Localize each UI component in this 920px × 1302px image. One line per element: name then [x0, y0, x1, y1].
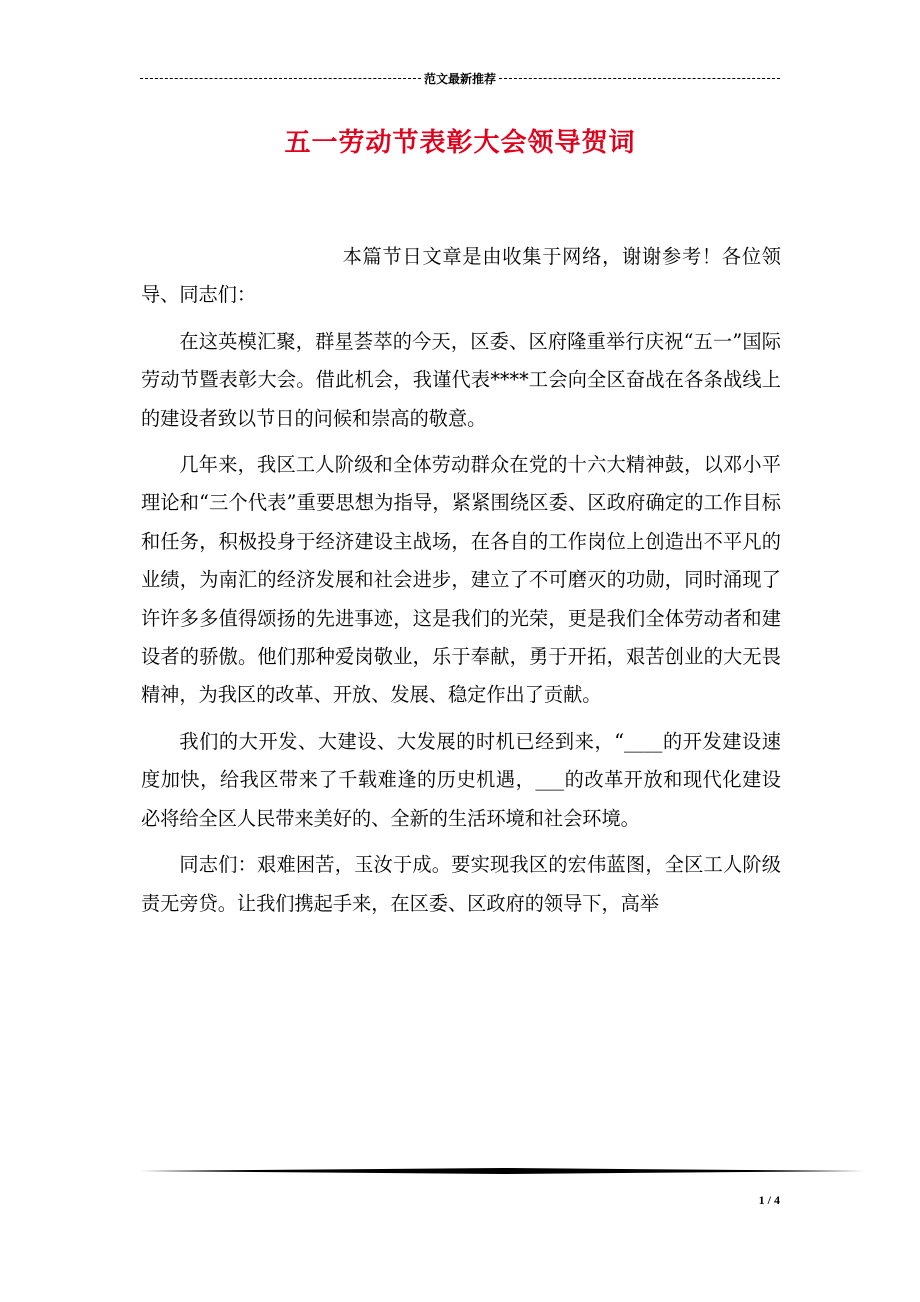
document-body	[141, 238, 781, 931]
paragraph-intro: 本篇节日文章是由收集于网络，谢谢参考！各位领导、同志们：	[141, 245, 781, 307]
header-label: 范文最新推荐	[424, 71, 497, 86]
document-title: 五一劳动节表彰大会领导贺词	[284, 128, 636, 158]
header-dash-right	[499, 78, 780, 79]
header-dash-left	[140, 78, 421, 79]
page-header	[140, 68, 780, 88]
paragraph: 在这英模汇聚，群星荟萃的今天，区委、区府隆重举行庆祝“五一”国际劳动节暨表彰大会。借此机会，我谨代表****工会向全区奋战在各条战线上的建设者致以节日的问候和崇高的敬意。	[141, 329, 781, 430]
paragraph: 几年来，我区工人阶级和全体劳动群众在党的十六大精神鼓，以邓小平理论和“三个代表”重要思想为指导，紧紧围绕区委、区政府确定的工作目标和任务，积极投身于经济建设主战场，在各自的工作岗位上创造出不平凡的业绩，为南汇的经济发展和社会进步，建立了不可磨灭的功勋，同时涌现了许许多多值得颂扬的先进事迹，这是我们的光荣，更是我们全体劳动者和建设者的骄傲。他们那种爱岗敬业，乐于奉献，勇于开拓，艰苦创业的大无畏精神，为我区的改革、开放、发展、稳定作出了贡献。	[141, 453, 781, 707]
paragraph: 我们的大开发、大建设、大发展的时机已经到来，“____的开发建设速度加快，给我区带来了千载难逢的历史机遇，___的改革开放和现代化建设必将给全区人民带来美好的、全新的生活环境和社会环境。	[141, 729, 781, 830]
footer-rule	[140, 1168, 864, 1174]
page-number: 1 / 4	[758, 1193, 780, 1207]
paragraph: 同志们：艰难困苦，玉汝于成。要实现我区的宏伟蓝图，全区工人阶级责无旁贷。让我们携起手来，在区委、区政府的领导下，高举	[141, 853, 781, 915]
